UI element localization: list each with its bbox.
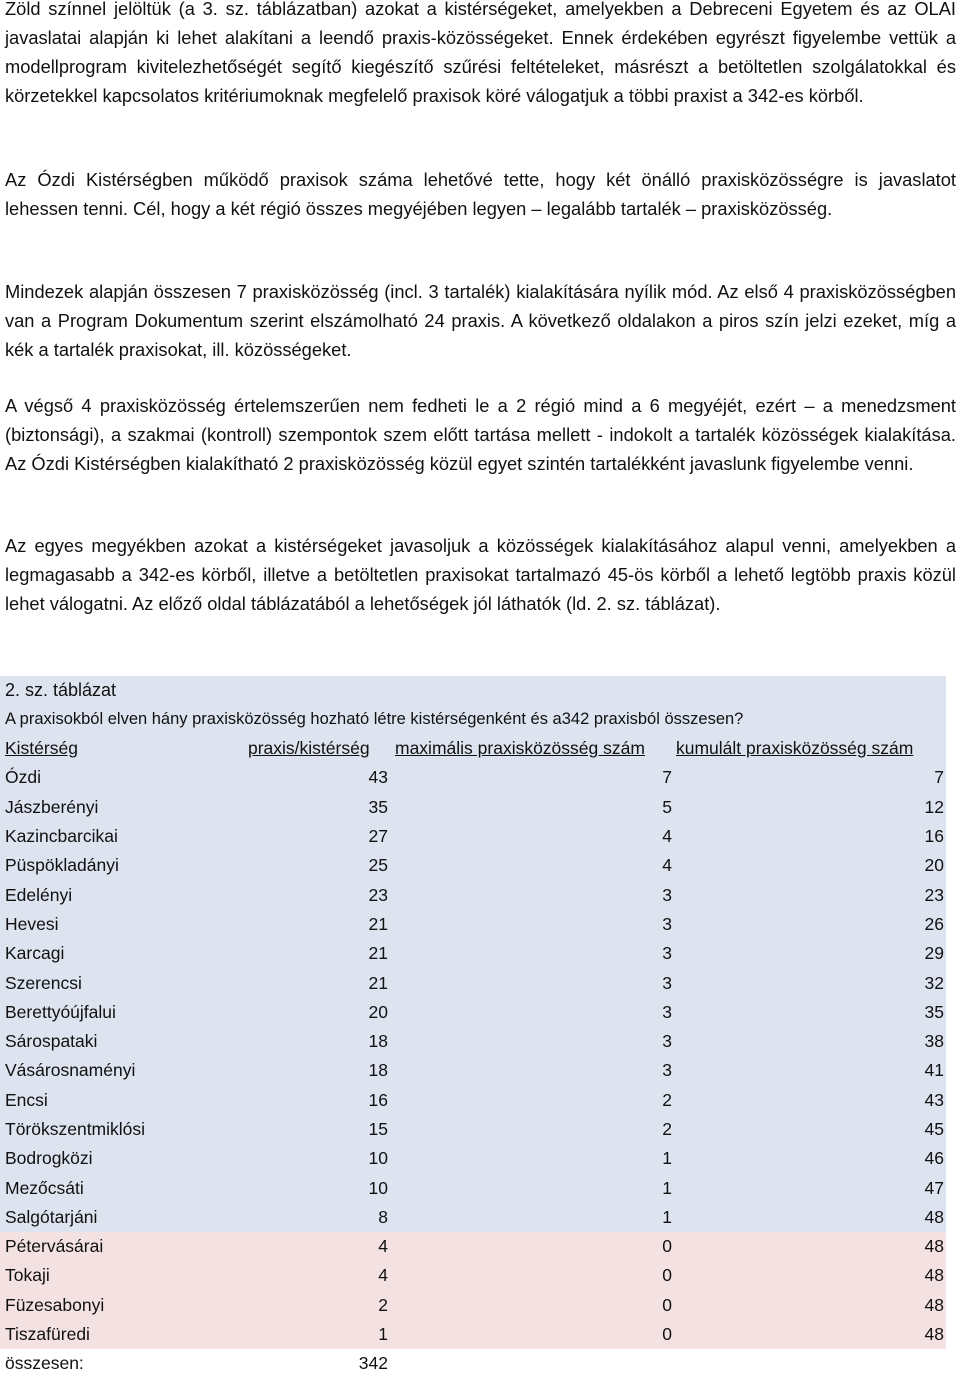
row-praxis: 8 (243, 1203, 390, 1232)
row-max: 3 (390, 1056, 674, 1085)
total-value: 342 (243, 1349, 390, 1378)
table-2 (0, 676, 946, 1379)
table-row (0, 1173, 946, 1202)
row-cumulative: 48 (674, 1232, 946, 1261)
row-praxis: 2 (243, 1291, 390, 1320)
table-title: 2. sz. táblázat (0, 676, 946, 705)
paragraph-5: Az egyes megyékben azokat a kistérségeket javasoljuk a közösségek kialakításához alapul venni, amelyekben a legmagasabb a 342-es körből, illetve a betöltetlen praxisokat tartalmazó 45-ös körből a lehető legtöbb praxis közül lehet válogatni. Az előző oldal táblázatából a lehetőségek jól láthatók (ld. 2. sz. táblázat). (5, 535, 956, 614)
row-cumulative: 7 (674, 763, 946, 792)
row-praxis: 15 (243, 1115, 390, 1144)
row-praxis: 21 (243, 910, 390, 939)
row-cumulative: 48 (674, 1291, 946, 1320)
row-cumulative: 41 (674, 1056, 946, 1085)
row-name: Vásárosnaményi (0, 1056, 243, 1085)
row-name: Mezőcsáti (0, 1173, 243, 1202)
paragraph-2: Az Ózdi Kistérségben működő praxisok száma lehetővé tette, hogy két önálló praxisközösségre is javaslatot lehessen tenni. Cél, hogy a két régió összes megyéjében legyen – legalább tartalék – praxisközösség. (5, 169, 956, 219)
row-praxis: 43 (243, 763, 390, 792)
table-total-row (0, 1349, 946, 1378)
table-row (0, 1261, 946, 1290)
table-row (0, 1056, 946, 1085)
row-praxis: 1 (243, 1320, 390, 1349)
row-cumulative: 48 (674, 1203, 946, 1232)
table-row (0, 793, 946, 822)
row-praxis: 10 (243, 1144, 390, 1173)
row-cumulative: 43 (674, 1086, 946, 1115)
row-name: Törökszentmiklósi (0, 1115, 243, 1144)
table-question: A praxisokból elven hány praxisközösség hozható létre kistérségenként és a342 praxisból összesen? (0, 705, 946, 734)
header-kisterseg: Kistérség (0, 734, 243, 763)
row-cumulative: 16 (674, 822, 946, 851)
row-praxis: 18 (243, 1056, 390, 1085)
row-cumulative: 48 (674, 1320, 946, 1349)
row-name: Bodrogközi (0, 1144, 243, 1173)
row-max: 0 (390, 1232, 674, 1261)
row-max: 1 (390, 1173, 674, 1202)
table-row (0, 1115, 946, 1144)
row-cumulative: 38 (674, 1027, 946, 1056)
table-row (0, 998, 946, 1027)
row-praxis: 27 (243, 822, 390, 851)
total-label: összesen: (0, 1349, 243, 1378)
row-name: Tiszafüredi (0, 1320, 243, 1349)
row-cumulative: 23 (674, 880, 946, 909)
row-cumulative: 12 (674, 793, 946, 822)
table-row (0, 968, 946, 997)
total-empty-cell (674, 1349, 946, 1378)
header-praxis: praxis/kistérség (243, 734, 390, 763)
row-max: 4 (390, 851, 674, 880)
row-cumulative: 29 (674, 939, 946, 968)
row-max: 2 (390, 1086, 674, 1115)
row-max: 4 (390, 822, 674, 851)
row-max: 2 (390, 1115, 674, 1144)
row-max: 0 (390, 1320, 674, 1349)
row-max: 3 (390, 880, 674, 909)
row-max: 1 (390, 1203, 674, 1232)
total-empty-cell (390, 1349, 674, 1378)
row-praxis: 4 (243, 1261, 390, 1290)
table-row (0, 1203, 946, 1232)
row-name: Karcagi (0, 939, 243, 968)
row-praxis: 35 (243, 793, 390, 822)
row-praxis: 21 (243, 968, 390, 997)
row-name: Salgótarjáni (0, 1203, 243, 1232)
row-max: 0 (390, 1261, 674, 1290)
row-max: 3 (390, 910, 674, 939)
table-row (0, 1144, 946, 1173)
row-praxis: 18 (243, 1027, 390, 1056)
row-name: Püspökladányi (0, 851, 243, 880)
table-row (0, 763, 946, 792)
row-name: Jászberényi (0, 793, 243, 822)
table-row (0, 1320, 946, 1349)
table-row (0, 939, 946, 968)
row-name: Sárospataki (0, 1027, 243, 1056)
table-row (0, 1291, 946, 1320)
table-header-row (0, 734, 946, 763)
row-cumulative: 45 (674, 1115, 946, 1144)
row-max: 3 (390, 968, 674, 997)
row-praxis: 25 (243, 851, 390, 880)
row-praxis: 16 (243, 1086, 390, 1115)
row-cumulative: 47 (674, 1173, 946, 1202)
row-name: Pétervásárai (0, 1232, 243, 1261)
row-name: Hevesi (0, 910, 243, 939)
row-max: 3 (390, 998, 674, 1027)
row-cumulative: 20 (674, 851, 946, 880)
row-name: Berettyóújfalui (0, 998, 243, 1027)
row-max: 1 (390, 1144, 674, 1173)
row-name: Kazincbarcikai (0, 822, 243, 851)
row-max: 5 (390, 793, 674, 822)
table-row (0, 851, 946, 880)
row-cumulative: 32 (674, 968, 946, 997)
header-cumulative: kumulált praxisközösség szám (674, 734, 946, 763)
row-praxis: 23 (243, 880, 390, 909)
row-cumulative: 46 (674, 1144, 946, 1173)
paragraph-3: Mindezek alapján összesen 7 praxisközösség (incl. 3 tartalék) kialakítására nyílik mód. Az első 4 praxisközösségben van a Program Dokumentum szerint elszámolható 24 praxis. A következő oldalakon a piros szín jelzi ezeket, míg a kék a tartalék praxisokat, ill. közösségeket. (5, 281, 956, 360)
row-praxis: 4 (243, 1232, 390, 1261)
table-row (0, 1086, 946, 1115)
row-praxis: 20 (243, 998, 390, 1027)
row-praxis: 21 (243, 939, 390, 968)
row-cumulative: 35 (674, 998, 946, 1027)
row-name: Ózdi (0, 763, 243, 792)
row-name: Encsi (0, 1086, 243, 1115)
row-name: Tokaji (0, 1261, 243, 1290)
row-name: Szerencsi (0, 968, 243, 997)
table-row (0, 1027, 946, 1056)
row-max: 3 (390, 939, 674, 968)
data-table (0, 734, 946, 1379)
row-max: 7 (390, 763, 674, 792)
row-name: Edelényi (0, 880, 243, 909)
table-row (0, 910, 946, 939)
paragraph-1: Zöld színnel jelöltük (a 3. sz. táblázatban) azokat a kistérségeket, amelyekben a Debreceni Egyetem és az OLAI javaslatai alapján ki lehet alakítani a leendő praxis-közösségeket. Ennek érdekében egyrészt figyelembe vettük a modellprogram kivitelezhetőségét segítő kiegészítő szűrési feltételeket, másrészt a betöltetlen szolgálatokkal és körzetekkel kapcsolatos kritériumoknak megfelelő praxisok köré válogatjuk a többi praxist a 342-es körből. (5, 0, 956, 106)
table-row (0, 880, 946, 909)
row-name: Füzesabonyi (0, 1291, 243, 1320)
header-max: maximális praxisközösség szám (390, 734, 674, 763)
row-praxis: 10 (243, 1173, 390, 1202)
table-row (0, 822, 946, 851)
row-cumulative: 26 (674, 910, 946, 939)
paragraph-4: A végső 4 praxisközösség értelemszerűen nem fedheti le a 2 régió mind a 6 megyéjét, ezért – a menedzsment (biztonsági), a szakmai (kontroll) szempontok szem előtt tartása mellett - indokolt a tartalék közösségek kialakítása. Az Ózdi Kistérségben kialakítható 2 praxisközösség közül egyet szintén tartalékként javaslunk figyelembe venni. (5, 395, 956, 474)
row-max: 0 (390, 1291, 674, 1320)
row-cumulative: 48 (674, 1261, 946, 1290)
table-row (0, 1232, 946, 1261)
row-max: 3 (390, 1027, 674, 1056)
